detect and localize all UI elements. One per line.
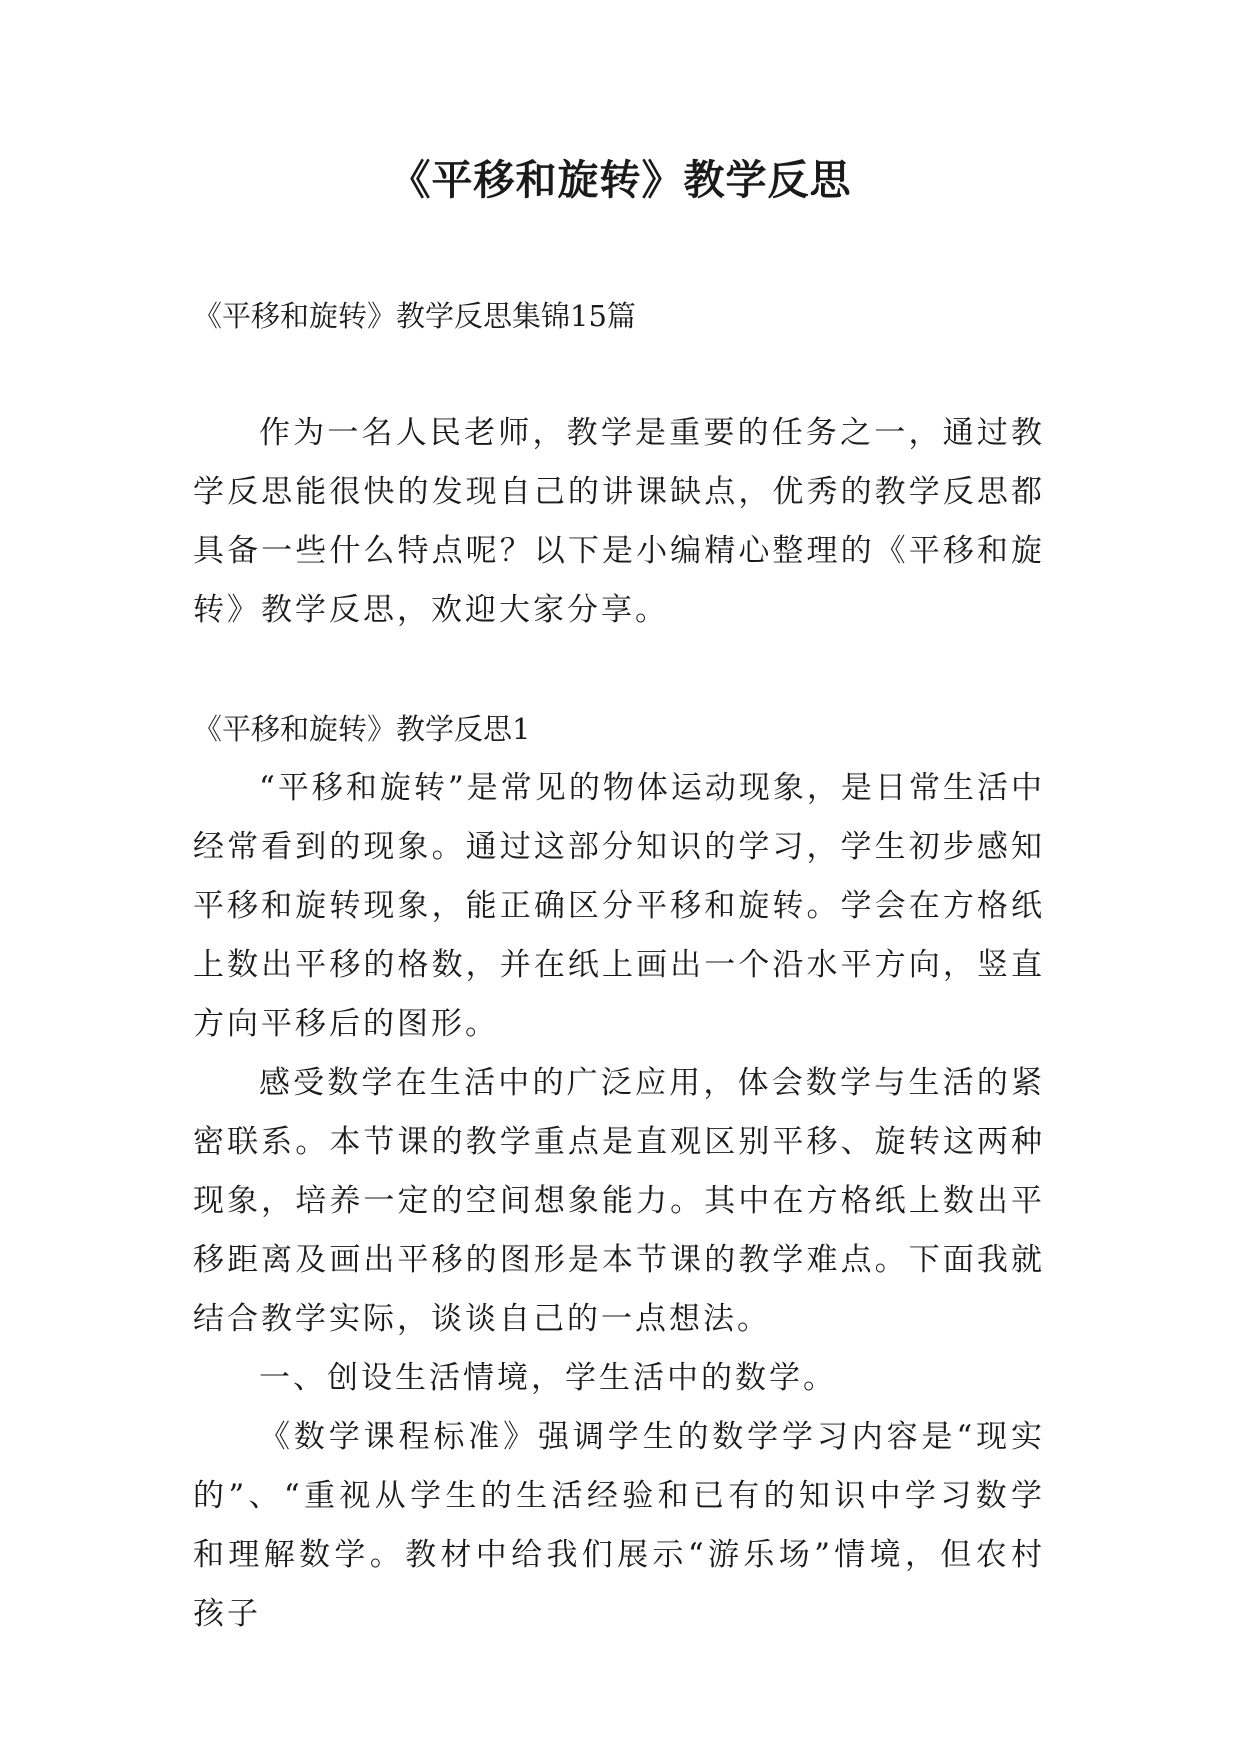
body-paragraph: “平移和旋转”是常见的物体运动现象，是日常生活中经常看到的现象。通过这部分知识的学习，学生初步感知平移和旋转现象，能正确区分平移和旋转。学会在方格纸上数出平移的格数，并在纸上画出一个沿水平方向，竖直方向平移后的图形。 <box>193 770 1045 1042</box>
body-paragraph: 感受数学在生活中的广泛应用，体会数学与生活的紧密联系。本节课的教学重点是直观区别平移、旋转这两种现象，培养一定的空间想象能力。其中在方格纸上数出平移距离及画出平移的图形是本节课的教学难点。下面我就结合教学实际，谈谈自己的一点想法。 <box>193 1065 1045 1337</box>
intro-paragraph: 作为一名人民老师，教学是重要的任务之一，通过教学反思能很快的发现自己的讲课缺点，优秀的教学反思都具备一些什么特点呢？以下是小编精心整理的《平移和旋转》教学反思，欢迎大家分享。 <box>193 415 1045 628</box>
section-heading-paragraph: 一、创设生活情境，学生活中的数学。 <box>259 1360 837 1396</box>
section-title: 《平移和旋转》教学反思1 <box>193 712 531 746</box>
section-1 <box>193 700 1045 1644</box>
document-title: 《平移和旋转》教学反思 <box>389 156 852 204</box>
document-subtitle: 《平移和旋转》教学反思集锦15篇 <box>193 299 636 333</box>
body-paragraph: 《数学课程标准》强调学生的数学学习内容是“现实的”、“重视从学生的生活经验和已有的知识中学习数学和理解数学。教材中给我们展示“游乐场”情境，但农村孩子 <box>193 1419 1045 1632</box>
intro-block <box>193 404 1045 640</box>
